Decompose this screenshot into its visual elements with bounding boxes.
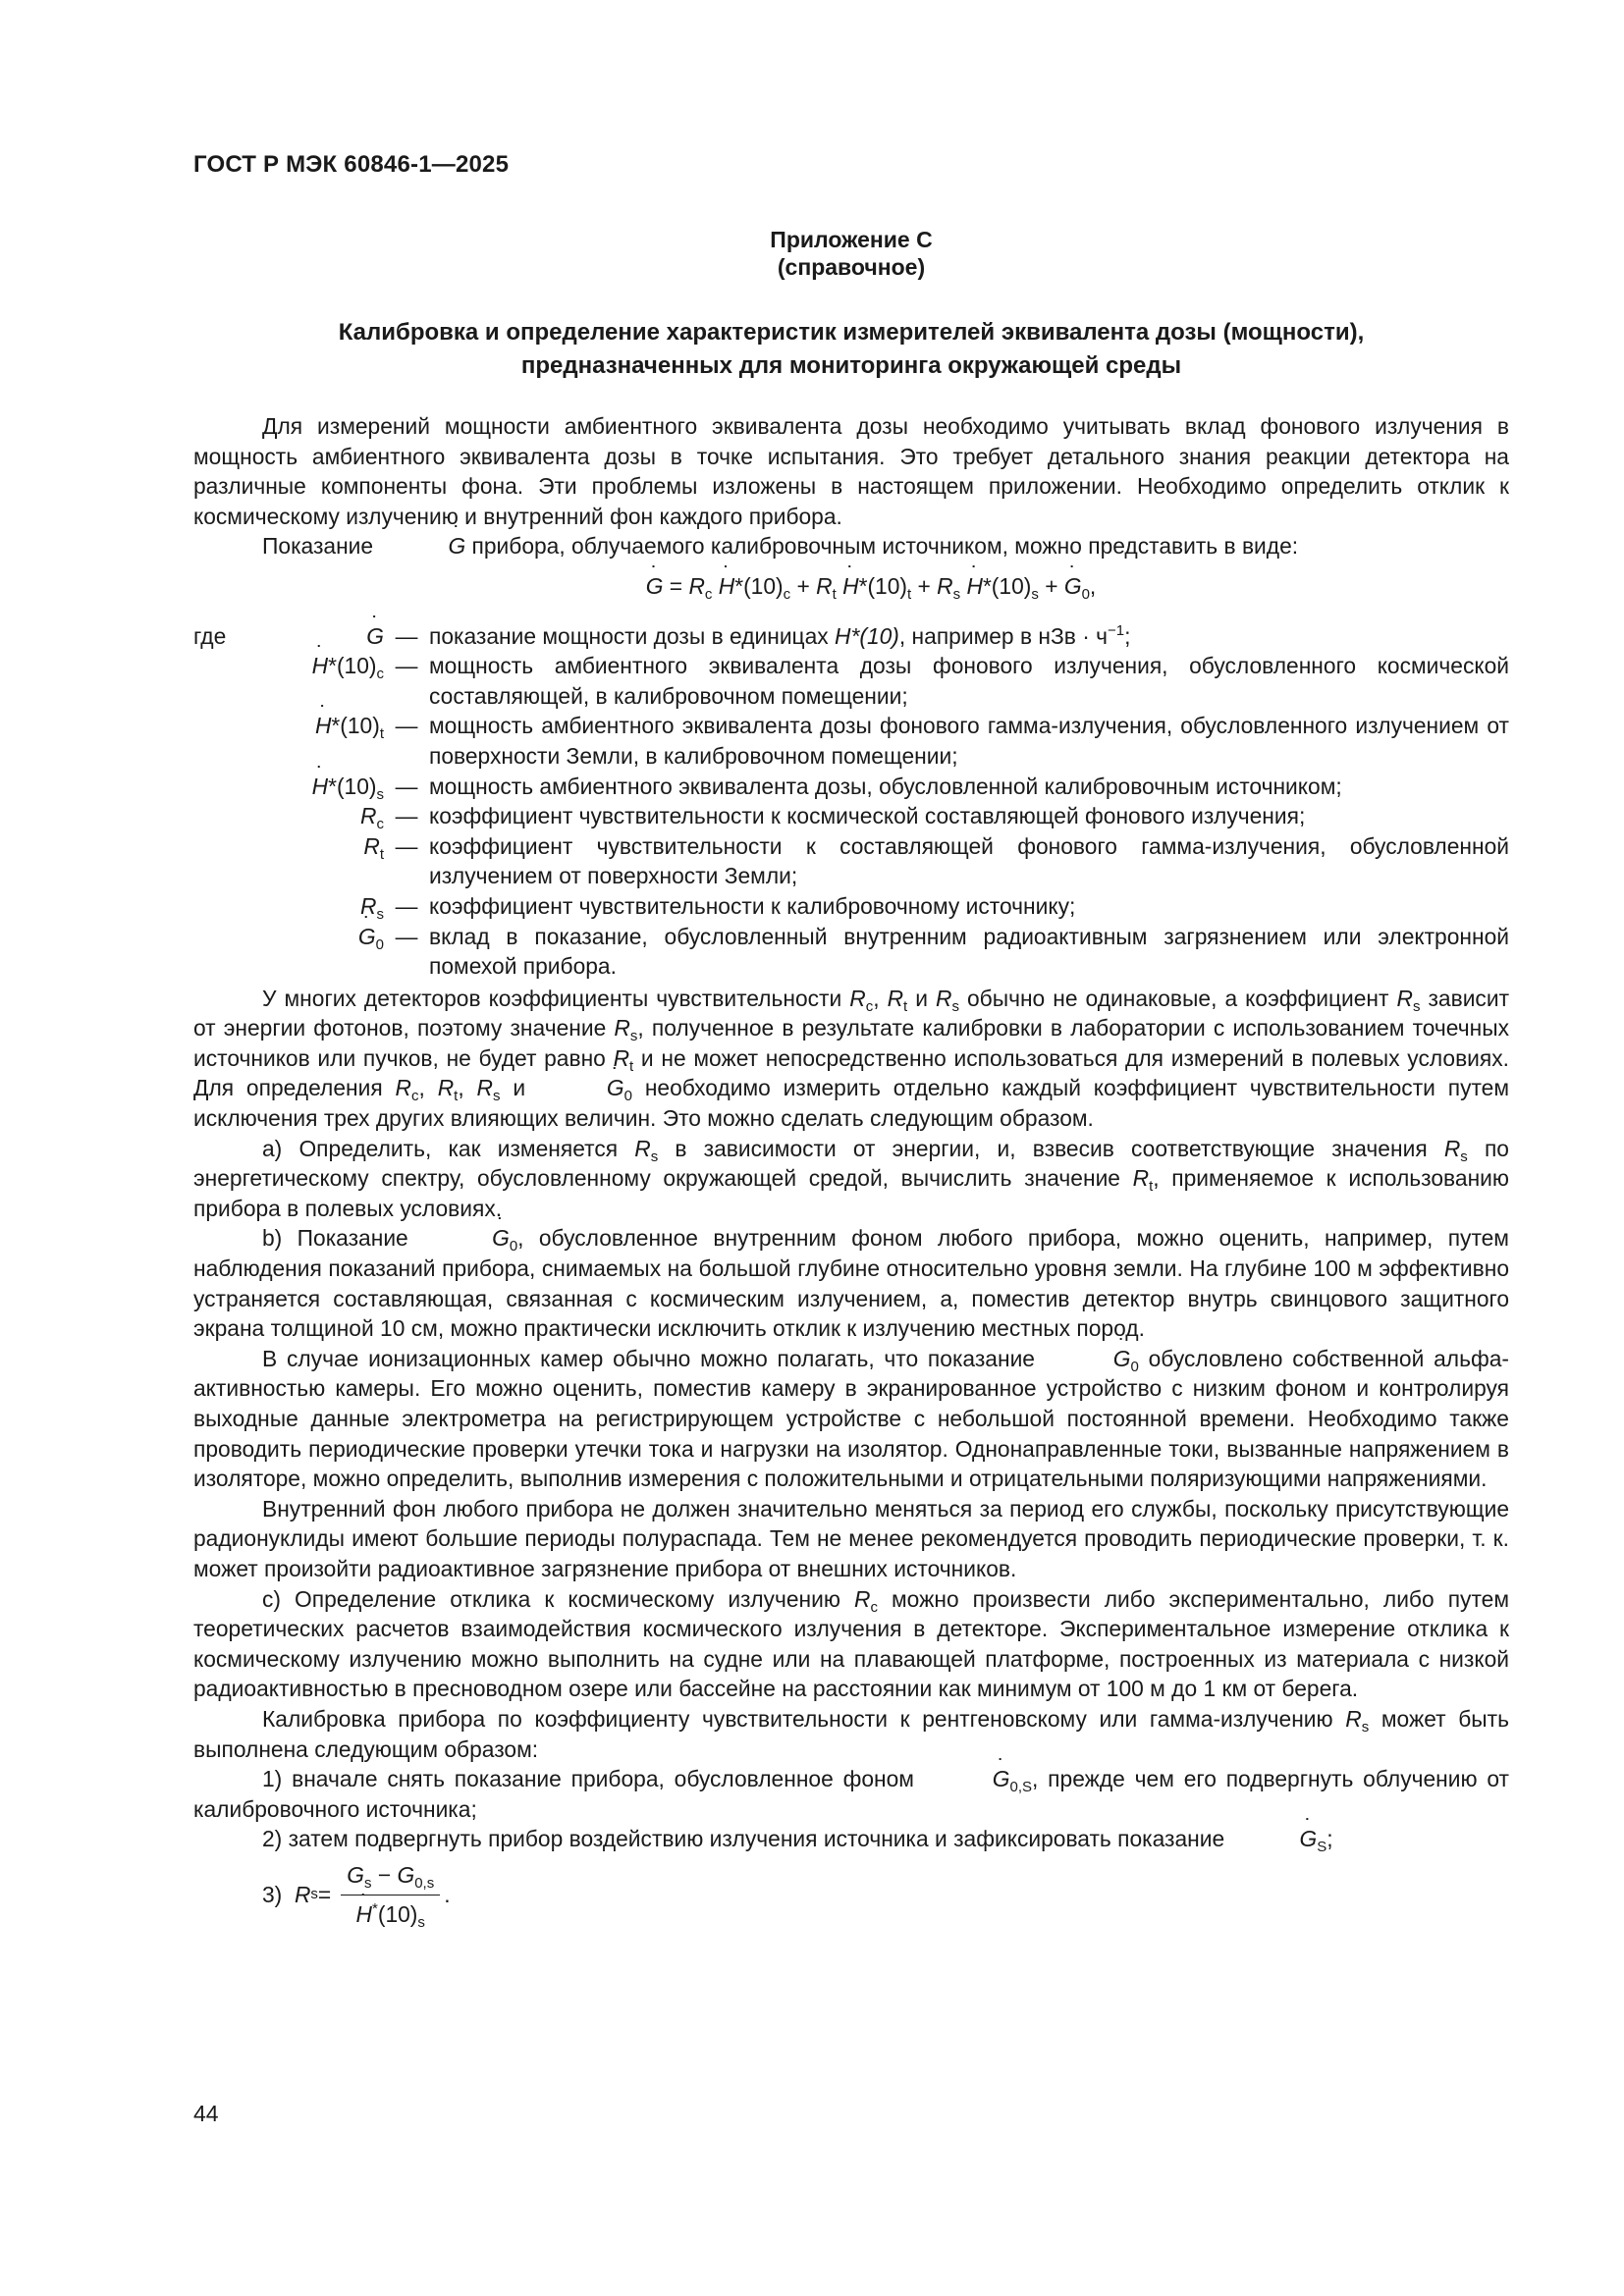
section-title [193,316,1509,383]
symbol-g-dot: ˙ G [379,531,465,561]
step-2: 2) затем подвергнуть прибор воздействию излучения источника и зафиксировать показание ˙ $G_S$; [193,1824,1509,1854]
definition-row: ˙ $G_0$ — вклад в показание, обусловленный внутренним радиоактивным загрязнением или электронной помехой прибора. [193,922,1509,982]
item-a: a) Определить, как изменяется $R_s$ в зависимости от энергии, и, взвесив соответствующие значения $R_s$ по энергетическому спектру, обусловленному окружающей средой, вычислить значение $R_t$, применяемое к использованию прибора в полевых условиях. [193,1135,1509,1221]
definition-row: ˙ $H*(10)_s$ — мощность амбиентного эквивалента дозы, обусловленной калибровочным источником; [193,772,1509,802]
appendix-heading [193,226,1509,281]
paragraph-coefficients: У многих детекторов коэффициенты чувствительности $R_c$, $R_t$ и $R_s$ обычно не одинаковые, а коэффициент $R_s$ зависит от энергии фотонов, поэтому значение $R_s$, полученное в результате калибровки в лаборатории с использованием точечных источников или пучков, не будет равно $R_t$ и не может непосредственно использоваться для измерений в полевых условиях. Для определения $R_c$, $R_t$, $R_s$ и ˙ $G_0$ необходимо измерить отдельно каждый коэффициент чувствительности путем исключения трех других влияющих величин. Это можно сделать следующим образом. [193,984,1509,1134]
page-number: 44 [193,2101,219,2126]
paragraph-calibration: Калибровка прибора по коэффициенту чувствительности к рентгеновскому или гамма-излучению $R_s$ может быть выполнена следующим образом: [193,1705,1509,1762]
definition-row: $R_c$ — коэффициент чувствительности к космической составляющей фонового излучения; [360,803,1306,833]
paragraph-ionization: В случае ионизационных камер обычно можно полагать, что показание ˙ $G_0$ обусловлено собственной альфа-активностью камеры. Его можно оценить, поместив камеру в экранированное устройство с низким фоном и контролируя выходные данные электрометра на регистрирующем устройстве с небольшой постоянной времени. Необходимо также проводить периодические проверки утечки тока и нагрузки на изолятор. Однонаправленные токи, вызванные напряжением в изоляторе, можно определить, выполнив измерения с положительными и отрицательными поляризующими напряжениями. [193,1344,1509,1494]
definition-row: ˙ $H*(10)_c$ — мощность амбиентного эквивалента дозы фонового излучения, обусловленного космической составляющей, в калибровочном помещении; [193,651,1509,711]
definition-row: $R_t$ — коэффициент чувствительности к составляющей фонового гамма-излучения, обусловленной излучением от поверхности Земли; [363,832,1509,889]
definition-row: ˙ $H*(10)_t$ — мощность амбиентного эквивалента дозы фонового гамма-излучения, обусловленного излучением от поверхности Земли, в калибровочном помещении; [193,711,1509,771]
item-b: b) Показание ˙ $G_0$, обусловленное внутренним фоном любого прибора, можно оценить, например, путем наблюдения показаний прибора, снимаемых на большой глубине относительно уровня земли. На глубине 100 м эффективно устраняется составляющая, связанная с космическим излучением, а, поместив детектор внутрь свинцового защитного экрана толщиной 10 см, можно практически исключить отклик к излучению местных пород. [193,1223,1509,1343]
document-header: ГОСТ Р МЭК 60846-1—2025 [193,151,510,178]
item-c: c) Определение отклика к космическому излучению $R_c$ можно произвести либо экспериментально, либо путем теоретических расчетов взаимодействия космического излучения в детекторе. Экспериментальное измерение отклика к космическому излучению можно выполнить на судне или на плавающей платформе, построенных из материала с низкой радиоактивностью в пресноводном озере или бассейне на расстоянии как минимум от 100 м до 1 км от берега. [193,1585,1509,1702]
definition-row: где ˙ G — показание мощности дозы в единицах H*(10), например в нЗв · $ч^{-1}$; [193,621,1509,652]
main-formula: ˙ $G = R_c$ ˙ $H*(10)_c + R_t$ ˙ $H*(10)_t + R_s$ ˙ $H*(10)_s$ + ˙ $G_0$, [193,571,1509,602]
where-label: где [193,622,227,649]
step-3-formula: 3) R s = $G_s - G_{0,s}$ ˙ $H^*(10)_s$ . [262,1860,1509,1929]
paragraph-reading: Показание ˙ G прибора, облучаемого калибровочным источником, можно представить в виде: [193,531,1509,561]
section-title-line-2: предназначенных для мониторинга окружающей среды [520,352,1182,379]
paragraph-intro: Для измерений мощности амбиентного эквивалента дозы необходимо учитывать вклад фонового излучения в мощность амбиентного эквивалента дозы в точке испытания. Это требует детального знания реакции детектора на различные компоненты фона. Эти проблемы изложены в настоящем приложении. Необходимо определить отклик к космическому излучению и внутренний фон каждого прибора. [193,413,1509,529]
appendix-title: Приложение С [770,227,933,252]
appendix-kind: (справочное) [777,254,926,280]
definition-row: $R_s$ — коэффициент чувствительности к калибровочному источнику; [360,892,1076,923]
step-1: 1) вначале снять показание прибора, обусловленное фоном ˙ $G_{0,S}$, прежде чем его подвергнуть облучению от калибровочного источника; [193,1764,1509,1824]
definition-list [193,621,1509,982]
fraction: $G_s - G_{0,s}$ ˙ $H^*(10)_s$ [341,1860,440,1929]
body-text [193,411,1509,1929]
paragraph-internal-background: Внутренний фон любого прибора не должен значительно меняться за период его службы, поскольку присутствующие радионуклиды имеют большие периоды полураспада. Тем не менее рекомендуется проводить периодические проверки, т. к. может произойти радиоактивное загрязнение прибора от внешних источников. [193,1495,1509,1581]
section-title-line-1: Калибровка и определение характеристик измерителей эквивалента дозы (мощности), [338,319,1365,346]
